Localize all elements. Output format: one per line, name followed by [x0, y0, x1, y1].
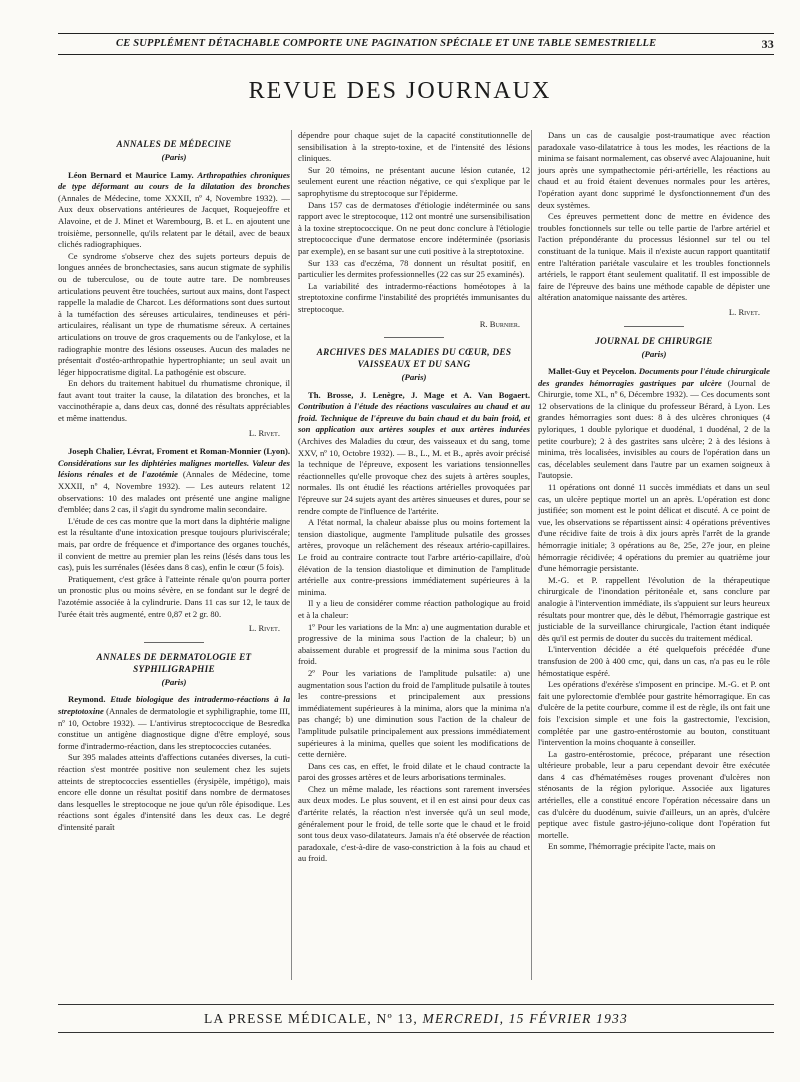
article-reference: (Journal de Chirurgie, tome XL, nº 6, Décembre 1932). — Ces documents sont 12 observations de la clinique du professeur Bérard, à Lyon. Les grandes hémorragies sont dues: 8 à des ulcères chroniques (4 pyloriques, 1 double pylorique et duodénal, 1 duodénal, 2 de la petite courbure); 2 à des gastrites sans ulcère; 2 à des lésions à minima, très localisées, invisibles au cours de l'opération dans un cas, décelables seulement dans l'autre par un examen soigneux à l'autopsie. [538, 377, 770, 481]
column-middle [298, 130, 530, 865]
footer-date: MERCREDI, 15 FÉVRIER 1933 [422, 1011, 628, 1026]
section-separator [624, 326, 684, 327]
footer-rule-top [58, 1004, 774, 1005]
article-authors: Joseph Chalier, Lévrat, Froment et Roman-Monnier (Lyon). [68, 446, 290, 457]
article-paragraph: L'étude de ces cas montre que la mort dans la diphtérie maligne est la résultante d'une intoxication presque toujours pluriviscérale; mais, par ordre de fréquence et d'importance des organes touchés, il convient de mettre au premier plan les reins (lésés dans tous les cas), puis les surrénales (lésées dans 8 cas), enfin le cœur (5 fois). [58, 515, 290, 573]
column-divider [291, 130, 292, 980]
section-location: (Paris) [641, 348, 667, 359]
article-paragraph: En dehors du traitement habituel du rhumatisme chronique, il faut avant tout traiter la cause, la dilatation des bronches, et la vaccinothérapie a, dans deux cas, donné des résultats appréciables et même inattendus. [58, 378, 290, 424]
article-intro [538, 366, 770, 482]
article-paragraph: Pratiquement, c'est grâce à l'atteinte rénale qu'on pourra porter un pronostic plus ou moins sévère, en se fondant sur le degré de l'azotémie associée à la cylindrurie. Dans 11 cas sur 12, le taux de l'urée était très augmenté, entre 0,87 et 2 gr. 80. [58, 573, 290, 619]
article-authors: Léon Bernard et Maurice Lamy. [68, 169, 194, 180]
article-title: Etude biologique des intradermo-réactions à la streptotoxine [58, 694, 290, 716]
article-paragraph: dépendre pour chaque sujet de la capacité constitutionnelle de sensibilisation à la strepto-toxine, et de l'intensité des lésions cliniques. [298, 130, 530, 164]
article-paragraph: Dans un cas de causalgie post-traumatique avec réaction paradoxale vaso-dilatatrice à tous les modes, les réactions de la minima se faisant normalement, cas observé avec Alajouanine, huit jours après une sympathectomie péri-artérielle, les réactions au chaud et au froid étaient devenues normales pour les artères, l'opération ayant donc supprimé le dysfonctionnement d'un des deux systèmes. [538, 130, 770, 210]
section-heading: JOURNAL DE CHIRURGIE [595, 335, 713, 346]
article-paragraph: La variabilité des intradermo-réactions homéotopes à la streptotoxine confirme l'instabilité des propriétés immunisantes du streptocoque. [298, 280, 530, 314]
page-title: REVUE DES JOURNAUX [248, 78, 552, 104]
article-paragraph: Dans ces cas, en effet, le froid dilate et le chaud contracte la paroi des grosses artères et de leurs arborisations terminales. [298, 760, 530, 783]
article-authors: Th. Brosse, J. Lenègre, J. Mage et A. Van Bogaert. [308, 389, 530, 400]
column-left [58, 130, 290, 833]
header-rule-bottom [58, 54, 774, 55]
article-paragraph: Ce syndrome s'observe chez des sujets porteurs depuis de longues années de bronchectasies, sans aucun stigmate de syphilis ou de tuberculose, ou de toute autre tare. De nombreuses articulations peuvent être touchées, surtout aux mains, dont l'aspect rappelle la maladie de Charcot. Les déformations sont dues surtout à la tuméfaction des séreuses articulaires, tendineuses et péri-articulaires, réalisant un type de rhumatisme séreux. A certaines articulations on trouve de gros craquements ou de l'ankylose, et la radiographie montre des lésions osseuses. Aucun des malades ne présentait d'ostéo-arthropathie hypertrophiante; un seul avait un léger hippocratisme digital. La pathogénie est obscure. [58, 250, 290, 377]
article-paragraph: La gastro-entérostomie, précoce, préparant une résection ultérieure probable, leur a paru cependant devoir être exécutée dans 4 cas d'hématémèses rouges provenant d'ulcères non sténosants de la région pylorique. Associée aux ligatures artérielles, elle a constitué encore l'opération nécessaire dans un cas d'ulcère du duodénum, suivie d'ailleurs, un an après, d'ulcère peptique avec fistule gastro-jéjuno-colique dont l'opération fut mortelle. [538, 748, 770, 840]
article-paragraph: 11 opérations ont donné 11 succès immédiats et dans un seul cas, un ulcère peptique mortel un an après. L'opération est donc justifiée; son moment est le point délicat et discuté. A ce point de vue, les observations se répartissent ainsi: 4 opérations préventives d'une récidive faite de trois à dix jours après l'arrêt de la grande hémorragie initiale; 3 opérations au 8e, 25e, 27e jour, en pleine hémorragie récidivée; 4 opérations du premier au quatrième jour d'une hémorragie persistante. [538, 482, 770, 574]
article-paragraph: Sur 395 malades atteints d'affections cutanées diverses, la cuti-réaction s'est montrée positive non seulement chez les sujets atteints de streptococcies essentielles (érysipèle, impétigo), mais encore elle donne un résultat positif dans nombre de dermatoses dans lesquelles le streptocoque ne joue qu'un rôle épisodique. Les réactions sont égales d'intensité dans les deux cas. Le degré d'intensité paraît [58, 752, 290, 832]
article-paragraph: Les opérations d'exérèse s'imposent en principe. M.-G. et P. ont fait une pylorectomie d'emblée pour gastrite hémorragique. En cas d'ulcère de la petite courbure, comme il est de règle, ils ont fait une fois l'excision simple et une fois la gastrectomie, l'excision, complétée par une gastro-entérostomie au bouton, constituant l'intervention la moins choquante à conseiller. [538, 679, 770, 748]
article-intro [58, 694, 290, 752]
footer-rule-bottom [58, 1032, 774, 1033]
article-reference: (Annales de Médecine, tome XXXII, nº 4, Novembre 1932). — Les auteurs relatent 12 observations: 10 des malades ont présenté une angine maligne d'emblée; dans 2 cas, il s'agit du syndrome malin secondaire. [58, 469, 290, 515]
section-location: (Paris) [161, 676, 187, 687]
article-signature: L. Rivet. [248, 427, 280, 438]
article-paragraph: Sur 20 témoins, ne présentant aucune lésion cutanée, 12 seulement eurent une réaction négative, ce qui s'explique par le saprophytisme du streptocoque sur l'épiderme. [298, 164, 530, 198]
article-paragraph: Ces épreuves permettent donc de mettre en évidence des troubles fonctionnels sur telle ou telle partie de l'arbre artériel et l'action prépondérante du processus lésionnel sur tel ou tel constituant de la tunique. Mais il n'existe aucun rapport quantitatif entre l'altération pariétale vasculaire et les troubles fonctionnels artériels, le rapport étant seulement qualitatif. Il est impossible de faire de l'épreuve des bains une méthode capable de dépister une altération anatomique naissante des artères. [538, 211, 770, 303]
article-paragraph: 2º Pour les variations de l'amplitude pulsatile: a) une augmentation sous l'action du froid de l'amplitude pulsatile à toutes les contre-pressions et principalement aux pressions immédiatement supérieures à la minima, alors que la minima n'a pas changé; b) une diminution sous l'action de la chaleur de l'amplitude pulsatile principalement aux pressions immédiatement supérieures à la minima, quelles que soient les modifications de cette dernière. [298, 667, 530, 760]
header-rule-top [58, 33, 774, 34]
section-heading: ANNALES DE MÉDECINE [116, 139, 232, 149]
article-paragraph: L'intervention décidée a été quelquefois précédée d'une transfusion de 200 à 400 cmc, qui, dans un cas, n'a pas eu le rôle hémostatique espéré. [538, 644, 770, 678]
article-paragraph: En somme, l'hémorragie précipite l'acte, mais on [548, 841, 716, 852]
article-paragraph: Sur 133 cas d'eczéma, 78 donnent un résultat positif, en particulier les dermites professionnelles (22 cas sur 25 examinés). [298, 257, 530, 280]
footer-journal: LA PRESSE MÉDICALE, Nº 13, [204, 1011, 418, 1026]
section-heading: ARCHIVES DES MALADIES DU CŒUR, DES VAISSEAUX ET DU SANG [316, 347, 512, 370]
article-paragraph: Chez un même malade, les réactions sont rarement inversées aux deux modes. Le plus souvent, et il en est ainsi pour deux cas d'artérite relatés, la réaction n'est inversée qu'à un seul mode, généralement pour le froid, de telle sorte que le chaud et le froid sont tous deux vaso-dilatateurs. Jamais n'a été observée de réaction paradoxale, c'est-à-dire de vaso-constriction à la fois au chaud et au froid. [298, 783, 530, 864]
article-intro [298, 390, 530, 518]
section-heading: ANNALES DE DERMATOLOGIE ET SYPHILIGRAPHIE [96, 651, 252, 674]
article-title: Considérations sur les diphtéries malignes mortelles. Valeur des lésions rénales et de l'azotémie [58, 457, 290, 480]
article-reference: (Annales de dermatologie et syphiligraphie, tome III, nº 10, Octobre 1932). — L'antivirus streptococcique de Besredka constitue un antigène diagnostique digne d'être employé, sous forme d'intradermo-réaction, dans les streptococcies cutanées. [58, 705, 290, 751]
article-title: Documents pour l'étude chirurgicale des grandes hémorragies gastriques par ulcère [538, 366, 770, 388]
page-number: 33 [761, 37, 774, 51]
article-paragraph: Dans 157 cas de dermatoses d'étiologie indéterminée ou sans rapport avec le streptocoque, 112 ont montré une sursensibilisation à la toxine streptococcique. On ne peut donc conclure à l'étiologie streptococcique d'une dermatose encore indéterminée (psoriasis par exemple), en se basant sur une cuti positive à la streptotoxine. [298, 199, 530, 256]
column-divider [531, 130, 532, 980]
section-separator [144, 642, 204, 643]
article-reference: (Annales de Médecine, tome XXXII, nº 4, Novembre 1932). — Aux deux observations antérieures de Jacquet, Roquejeoffre et Alavoine, et de J. Minet et Warembourg, B. et L. en ajoutent une troisième, personnelle, qu'ils relatent par le détail, avec de beaux clichés radiographiques. [58, 192, 290, 250]
header-tagline: CE SUPPLÉMENT DÉTACHABLE COMPORTE UNE PAGINATION SPÉCIALE ET UNE TABLE SEMESTRIELLE [116, 38, 657, 49]
article-paragraph: A l'état normal, la chaleur abaisse plus ou moins fortement la tension diastolique, augmente l'amplitude pulsatile des grosses artères, provoque un relâchement des réseaux artério-capillaires. Le froid au contraire contracte tout l'arbre artério-capillaire, d'où élévation de la tension diastolique et diminution de l'amplitude artérielle aux contre-pressions immédiatement supérieures à la minima. [298, 517, 530, 597]
article-title: Contribution à l'étude des réactions vasculaires au chaud et au froid. Technique de l'épreuve du bain chaud et du bain froid, et son application aux artères souples et aux artères indurées [298, 401, 530, 435]
section-location: (Paris) [401, 372, 427, 383]
section-separator [384, 337, 444, 338]
article-signature: R. Burnier. [479, 318, 520, 329]
article-signature: L. Rivet. [248, 623, 280, 634]
article-authors: Mallet-Guy et Peycelon. [548, 366, 637, 377]
article-authors: Reymond. [68, 694, 106, 705]
article-paragraph: 1º Pour les variations de la Mn: a) une augmentation durable et progressive de la minima sous l'action de la chaleur; b) un abaissement durable et progressif de la minima sous l'action du froid. [298, 621, 530, 667]
article-signature: L. Rivet. [728, 306, 760, 317]
section-location: (Paris) [161, 152, 187, 162]
article-title: Arthropathies chroniques de type déformant au cours de la dilatation des bronches [58, 169, 290, 192]
page-footer [58, 1011, 774, 1027]
article-paragraph: M.-G. et P. rappellent l'évolution de la thérapeutique chirurgicale de l'inondation péritonéale et, sans conclure par analogie à l'intervention immédiate, ils s'appuient sur leurs heureux résultats pour montrer que, dès le début, l'hémorragie gastrique est justiciable de la surveillance chirurgicale, l'action étant indiquée dès qu'il est permis de douter du succès du traitement médical. [538, 574, 770, 643]
article-reference: (Archives des Maladies du cœur, des vaisseaux et du sang, tome XXV, nº 10, Octobre 1932). — B., L., M. et B., après avoir précisé la technique de l'épreuve, exposent les variations tensionnelles réactionnelles qu'elle provoque chez des sujets à artères souples, normales. Ils ont étudié les réactions artérielles provoquées par l'épreuve sur 24 sujets ayant des artères sinueuses et dures, pour se rendre compte de l'influence de l'artérite. [298, 436, 530, 516]
article-intro [58, 170, 290, 251]
column-right [538, 130, 770, 853]
article-paragraph: Il y a lieu de considérer comme réaction pathologique au froid et à la chaleur: [298, 598, 530, 620]
article-intro [58, 446, 290, 516]
